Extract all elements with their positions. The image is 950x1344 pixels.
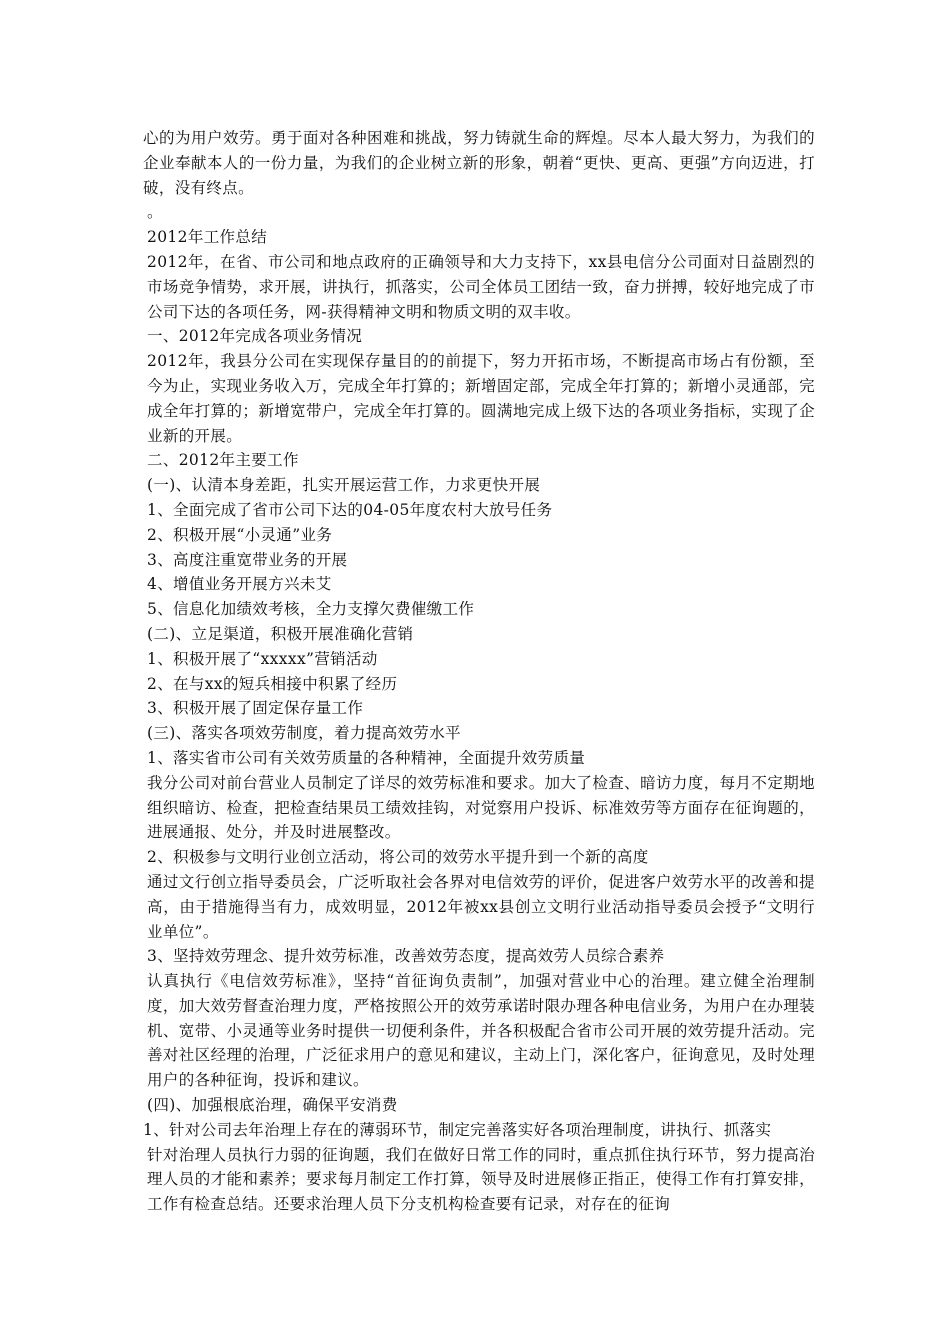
paragraph-service-execution: 认真执行《电信效劳标准》，坚持“首征询负责制”，加强对营业中心的治理。建立健全治理制度，加大效劳督查治理力度，严格按照公开的效劳承诺时限办理各种电信业务，为用户在办理装机、宽带、小灵通等业务时提供一切便利条件，并各积极配合省市公司开展的效劳提升活动。完善对社区经理的治理，广泛征求用户的意见和建议，主动上门，深化客户，征询意见，及时处理用户的各种征询，投诉和建议。	[147, 972, 815, 1090]
list-item: 2、积极参与文明行业创立活动，将公司的效劳水平提升到一个新的高度	[147, 848, 649, 867]
subsection-heading-4: (四)、加强根底治理，确保平安消费	[147, 1096, 398, 1115]
paragraph-management: 针对治理人员执行力弱的征询题，我们在做好日常工作的同时，重点抓住执行环节，努力提高治理人员的才能和素养；要求每月制定工作打算，领导及时进展修正指正，使得工作有打算安排，工作有检查总结。还要求治理人员下分支机构检查要有记录，对存在的征询	[147, 1145, 815, 1214]
paragraph-business: 2012年，我县分公司在实现保存量目的的前提下，努力开拓市场，不断提高市场占有份额，至今为止，实现业务收入万，完成全年打算的；新增固定部，完成全年打算的；新增小灵通部，完成全年打算的；新增宽带户，完成全年打算的。圆满地完成上级下达的各项业务指标，实现了企业新的开展。	[147, 352, 815, 445]
section-heading-1: 一、2012年完成各项业务情况	[147, 327, 363, 346]
list-item: 3、积极开展了固定保存量工作	[147, 699, 364, 718]
list-item: 3、高度注重宽带业务的开展	[147, 550, 348, 569]
list-item: 1、全面完成了省市公司下达的04-05年度农村大放号任务	[147, 500, 553, 519]
document-body	[143, 126, 815, 1217]
document-title: 2012年工作总结	[147, 228, 268, 247]
subsection-heading-3: (三)、落实各项效劳制度，着力提高效劳水平	[147, 724, 461, 743]
list-item: 2、在与xx的短兵相接中积累了经历	[147, 674, 398, 693]
paragraph-period: 。	[147, 203, 163, 222]
list-item: 1、针对公司去年治理上存在的薄弱环节，制定完善落实好各项治理制度，讲执行、抓落实	[143, 1120, 772, 1139]
list-item: 1、积极开展了“xxxxx”营销活动	[147, 649, 378, 668]
section-heading-2: 二、2012年主要工作	[147, 451, 299, 470]
list-item: 2、积极开展“小灵通”业务	[147, 525, 333, 544]
paragraph-intro: 心的为用户效劳。勇于面对各种困难和挑战，努力铸就生命的辉煌。尽本人最大努力，为我们的企业奉献本人的一份力量，为我们的企业树立新的形象，朝着“更快、更高、更强”方向迈进，打破，没有终点。	[143, 129, 815, 197]
list-item: 4、增值业务开展方兴未艾	[147, 575, 332, 594]
subsection-heading-2: (二)、立足渠道，积极开展准确化营销	[147, 624, 414, 643]
list-item: 5、信息化加绩效考核，全力支撑欠费催缴工作	[147, 600, 475, 619]
paragraph-overview: 2012年，在省、市公司和地点政府的正确领导和大力支持下，xx县电信分公司面对日益剧烈的市场竞争情势，求开展，讲执行，抓落实，公司全体员工团结一致，奋力拼搏，较好地完成了市公司下达的各项任务，网-获得精神文明和物质文明的双丰收。	[147, 252, 815, 321]
list-item: 3、坚持效劳理念、提升效劳标准，改善效劳态度，提高效劳人员综合素养	[147, 947, 665, 966]
paragraph-service-standards: 我分公司对前台营业人员制定了详尽的效劳标准和要求。加大了检查、暗访力度，每月不定期地组织暗访、检查，把检查结果员工绩效挂钩，对觉察用户投诉、标准效劳等方面存在征询题的，进展通报、处分，并及时进展整改。	[147, 773, 815, 842]
subsection-heading-1: (一)、认清本身差距，扎实开展运营工作，力求更快开展	[147, 476, 541, 495]
paragraph-civilized-industry: 通过文行创立指导委员会，广泛听取社会各界对电信效劳的评价，促进客户效劳水平的改善和提高，由于措施得当有力，成效明显，2012年被xx县创立文明行业活动指导委员会授予“文明行业单位”。	[147, 872, 815, 941]
list-item: 1、落实省市公司有关效劳质量的各种精神，全面提升效劳质量	[147, 748, 586, 767]
